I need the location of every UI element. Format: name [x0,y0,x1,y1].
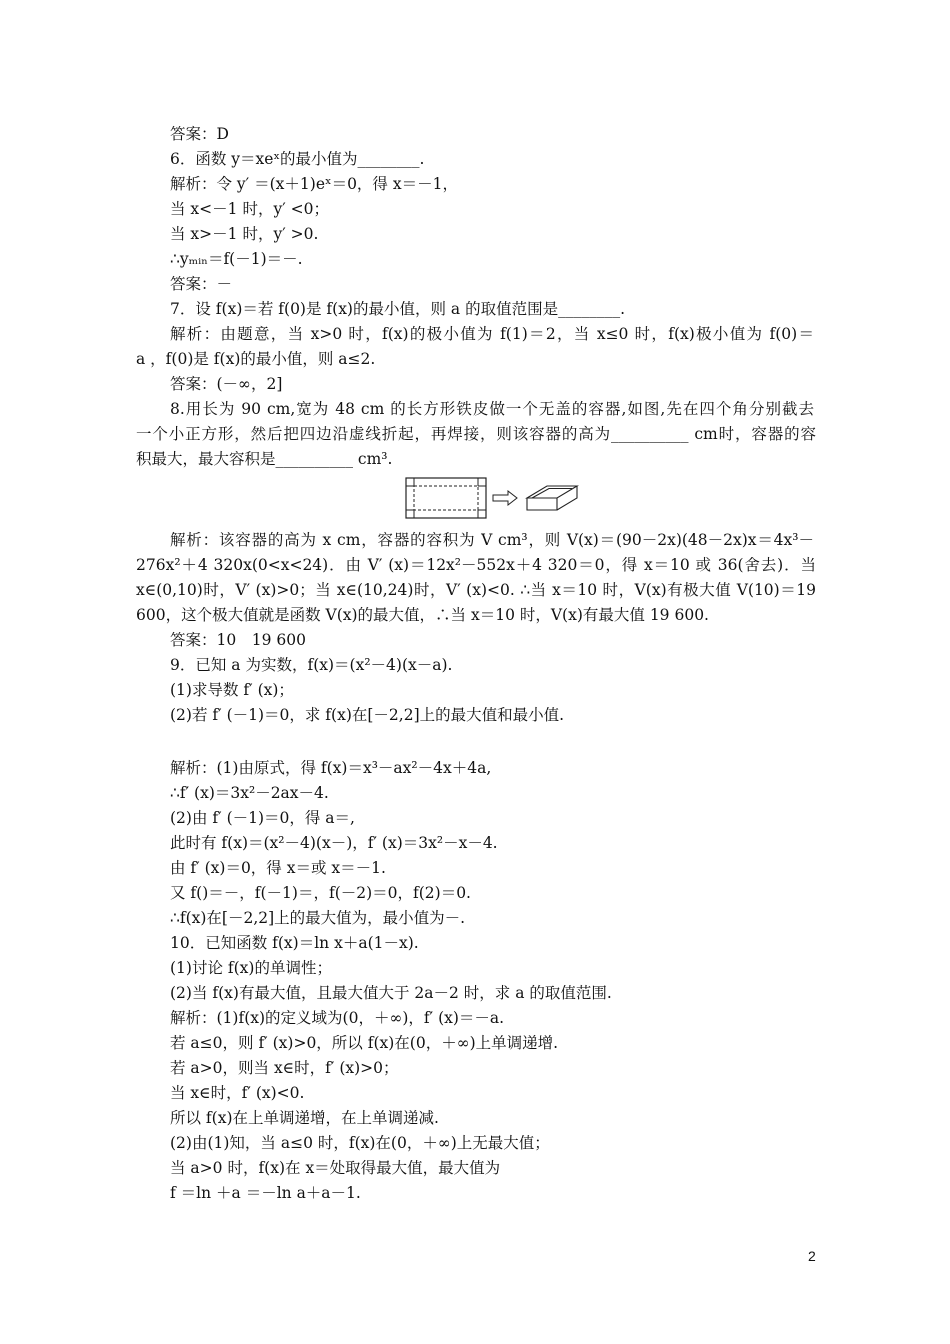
text-line: 7．设 f(x)＝若 f(0)是 f(x)的最小值，则 a 的取值范围是________. [170,300,626,318]
text-line: 答案：(－∞，2] [170,375,283,393]
text-line: 当 x∈时，f′ (x)<0. [170,1084,305,1102]
text-line: 一个小正方形，然后把四边沿虚线折起，再焊接，则该容器的高为__________ cm时，容器的容 [136,425,816,443]
text-line: 解析：(1)由原式，得 f(x)＝x³－ax²－4x＋4a, [170,759,492,777]
text-line: 若 a>0，则当 x∈时，f′ (x)>0； [170,1059,399,1077]
text-line: 解析：(1)f(x)的定义域为(0，＋∞)，f′ (x)＝－a. [170,1009,505,1027]
text-line: 解析：该容器的高为 x cm，容器的容积为 V cm³，则 V(x)＝(90－2x)(48－2x)x＝4x³－ [170,531,814,549]
box-folding-figure [405,476,580,520]
sheet-outline [406,478,486,518]
text-line: 由 f′ (x)＝0，得 x＝或 x＝－1. [170,859,386,877]
arrow-right-icon [493,491,517,505]
text-line: 600，这个极大值就是函数 V(x)的最大值，∴当 x＝10 时，V(x)有最大值 19 600. [136,606,709,624]
text-line: 当 a>0 时，f(x)在 x＝处取得最大值，最大值为 [170,1159,501,1177]
text-line: (2)由 f′ (－1)＝0，得 a＝, [170,809,355,827]
text-line: 答案：－ [170,275,233,293]
text-line: f ＝ln ＋a ＝－ln a＋a－1. [170,1184,361,1202]
text-line: 9．已知 a 为实数，f(x)＝(x²－4)(x－a). [170,656,453,674]
text-line: 若 a≤0，则 f′ (x)>0，所以 f(x)在(0，＋∞)上单调递增. [170,1034,559,1052]
text-line: ∴f(x)在[－2,2]上的最大值为，最小值为－. [170,909,466,927]
text-line: (2)若 f′ (－1)＝0，求 f(x)在[－2,2]上的最大值和最小值. [170,706,565,724]
text-line: 解析：由题意，当 x>0 时，f(x)的极小值为 f(1)＝2，当 x≤0 时，f(x)极小值为 f(0)＝ [170,325,814,343]
text-line: 解析：令 y′ ＝(x＋1)eˣ＝0，得 x＝－1， [170,175,458,193]
text-line: a ，f(0)是 f(x)的最小值，则 a≤2. [136,350,376,368]
text-line: 答案：D [170,125,229,143]
page-number: 2 [808,1248,816,1264]
text-line: (1)讨论 f(x)的单调性； [170,959,332,977]
text-line: 当 x<－1 时，y′ <0； [170,200,329,218]
text-line: (2)由(1)知，当 a≤0 时，f(x)在(0，＋∞)上无最大值； [170,1134,550,1152]
corner-cut-lines [406,478,486,518]
text-line: ∴yₘᵢₙ＝f(－1)＝－. [170,250,303,268]
text-line: 当 x>－1 时，y′ >0. [170,225,319,243]
text-line: 积最大，最大容积是__________ cm³. [136,450,393,468]
text-line: 此时有 f(x)＝(x²－4)(x－)，f′ (x)＝3x²－x－4. [170,834,498,852]
text-line: (2)当 f(x)有最大值，且最大值大于 2a－2 时，求 a 的取值范围. [170,984,612,1002]
text-line: 又 f()＝－，f(－1)＝，f(－2)＝0，f(2)＝0. [170,884,471,902]
text-line: 10．已知函数 f(x)＝ln x＋a(1－x). [170,934,419,952]
text-line: 276x²＋4 320x(0<x<24)．由 V′ (x)＝12x²－552x＋4 320＝0，得 x＝10 或 36(舍去)．当 [136,556,816,574]
text-line: 6．函数 y＝xeˣ的最小值为________. [170,150,425,168]
text-line: ∴f′ (x)＝3x²－2ax－4. [170,784,329,802]
text-line: 8.用长为 90 cm,宽为 48 cm 的长方形铁皮做一个无盖的容器,如图,先在四个角分别截去 [170,400,814,418]
text-line: 答案：10 19 600 [170,631,306,649]
text-line: x∈(0,10)时，V′ (x)>0；当 x∈(10,24)时，V′ (x)<0. ∴当 x＝10 时，V(x)有极大值 V(10)＝19 [136,581,816,599]
fold-dashed-lines [414,486,478,510]
text-line: (1)求导数 f′ (x)； [170,681,294,699]
text-line: 所以 f(x)在上单调递增，在上单调递减. [170,1109,439,1127]
open-box-drawing [527,486,577,510]
